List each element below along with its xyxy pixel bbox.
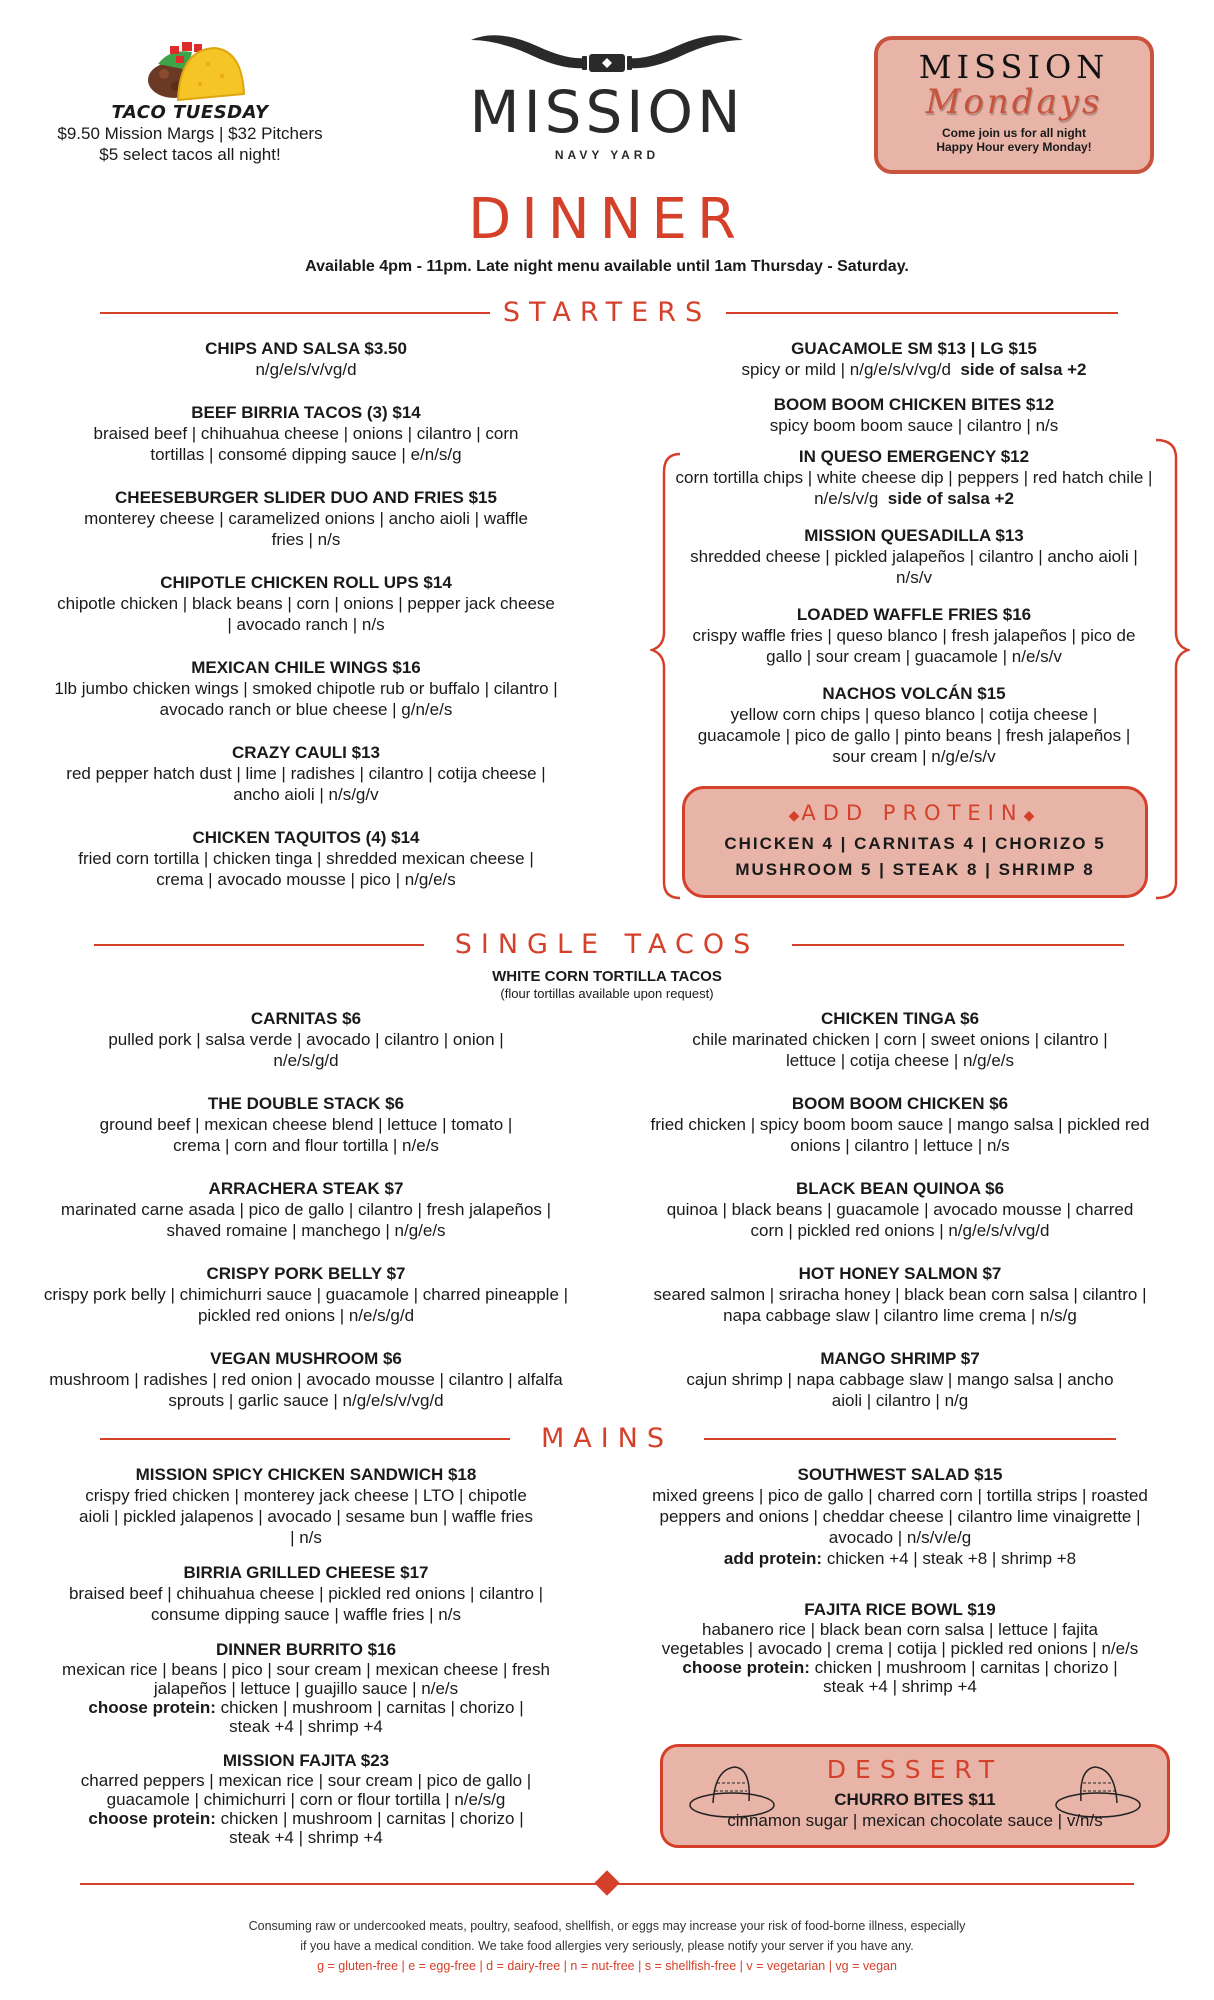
menu-item xyxy=(26,657,586,720)
menu-item xyxy=(620,1263,1180,1326)
item-name: BLACK BEAN QUINOA $6 xyxy=(795,1179,1005,1198)
sombrero-icon xyxy=(1053,1761,1143,1821)
tacos-right-column xyxy=(620,1008,1180,1433)
item-desc: n/g/e/s/v/vg/d xyxy=(255,360,357,379)
item-name: CHIPOTLE CHICKEN ROLL UPS $14 xyxy=(160,573,452,592)
menu-item xyxy=(26,402,586,465)
item-name: FAJITA RICE BOWL $19 xyxy=(804,1600,996,1619)
taco-tuesday-promo xyxy=(40,30,340,165)
menu-item xyxy=(26,1263,586,1326)
item-name: MEXICAN CHILE WINGS $16 xyxy=(191,658,421,677)
menu-item xyxy=(634,604,1194,667)
menu-item xyxy=(620,1008,1180,1071)
item-desc: monterey cheese | caramelized onions | ancho aioli | waffle fries | n/s xyxy=(84,509,528,549)
dessert-box xyxy=(660,1744,1170,1848)
add-protein-line-2: MUSHROOM 5 | STEAK 8 | SHRIMP 8 xyxy=(735,860,1095,879)
dessert-title: DESSERT xyxy=(826,1755,1004,1784)
taco-icon xyxy=(130,30,250,108)
item-name: IN QUESO EMERGENCY $12 xyxy=(798,447,1030,466)
logo-name: MISSION xyxy=(469,78,745,146)
item-name: THE DOUBLE STACK $6 xyxy=(207,1094,405,1113)
item-name: CHIPS AND SALSA $3.50 xyxy=(205,339,407,358)
tacos-subtitle: WHITE CORN TORTILLA TACOS xyxy=(492,968,722,985)
taco-tuesday-drinks: $9.50 Mission Margs | $32 Pitchers xyxy=(57,124,323,143)
mains-left-column xyxy=(26,1464,586,1869)
menu-item xyxy=(634,446,1194,509)
item-desc: habanero rice | black bean corn salsa | lettuce | fajita vegetables | avocado | crema | cotija | pickled red onions | n/e/s xyxy=(661,1620,1139,1658)
menu-item xyxy=(620,1599,1180,1696)
item-desc: crispy fried chicken | monterey jack cheese | LTO | chipotle aioli | pickled jalapenos | avocado | sesame bun | waffle fries | n/s xyxy=(79,1486,533,1547)
item-desc: corn tortilla chips | white cheese dip | peppers | red hatch chile | n/e/s/v/g side of salsa +2 xyxy=(675,468,1153,508)
item-name: BIRRIA GRILLED CHEESE $17 xyxy=(183,1563,429,1582)
item-desc: ground beef | mexican cheese blend | lettuce | tomato | crema | corn and flour tortilla | n/e/s xyxy=(99,1115,513,1155)
item-protein: choose protein: chicken | mushroom | carnitas | chorizo | steak +4 | shrimp +4 xyxy=(88,1698,524,1736)
starters-right-column xyxy=(634,338,1194,789)
item-name: CHICKEN TAQUITOS (4) $14 xyxy=(192,828,420,847)
add-protein-line-1: CHICKEN 4 | CARNITAS 4 | CHORIZO 5 xyxy=(724,834,1106,853)
menu-item xyxy=(26,1464,586,1548)
menu-item xyxy=(26,1562,586,1625)
item-desc: fried corn tortilla | chicken tinga | shredded mexican cheese | crema | avocado mousse | pico | n/g/e/s xyxy=(78,849,534,889)
menu-item xyxy=(26,1750,586,1847)
availability-note: Available 4pm - 11pm. Late night menu available until 1am Thursday - Saturday. xyxy=(305,258,909,275)
item-desc: braised beef | chihuahua cheese | pickled red onions | cilantro | consume dipping sauce | waffle fries | n/s xyxy=(68,1584,544,1624)
item-name: CRAZY CAULI $13 xyxy=(232,743,380,762)
item-desc: cajun shrimp | napa cabbage slaw | mango salsa | ancho aioli | cilantro | n/g xyxy=(686,1370,1114,1410)
menu-item xyxy=(634,338,1194,380)
item-desc: chile marinated chicken | corn | sweet onions | cilantro | lettuce | cotija cheese | n/g/e/s xyxy=(692,1030,1108,1070)
tacos-note: (flour tortillas available upon request) xyxy=(500,986,714,1001)
item-desc: mixed greens | pico de gallo | charred corn | tortilla strips | roasted peppers and onions | cheddar cheese | cilantro lime vinaigrette | avocado | n/s/v/e/g xyxy=(652,1486,1148,1547)
disclaimer-line-2: if you have a medical condition. We take food allergies very seriously, please notify your server if you have any. xyxy=(300,1939,914,1953)
item-name: MISSION SPICY CHICKEN SANDWICH $18 xyxy=(135,1465,477,1484)
item-desc: quinoa | black beans | guacamole | avocado mousse | charred corn | pickled red onions | n/g/e/s/v/vg/d xyxy=(666,1200,1134,1240)
item-name: BOOM BOOM CHICKEN $6 xyxy=(791,1094,1009,1113)
sombrero-icon xyxy=(687,1761,777,1821)
disclaimer-line-1: Consuming raw or undercooked meats, poultry, seafood, shellfish, or eggs may increase your risk of food-borne illness, especially xyxy=(248,1919,966,1933)
item-desc: cinnamon sugar | mexican chocolate sauce | v/n/s xyxy=(727,1811,1103,1830)
menu-item xyxy=(620,1348,1180,1411)
item-name: CHURRO BITES $11 xyxy=(834,1790,996,1809)
item-name: CRISPY PORK BELLY $7 xyxy=(206,1264,406,1283)
diamond-icon xyxy=(594,1870,619,1895)
item-name: CARNITAS $6 xyxy=(250,1009,362,1028)
diamond-icon: ◆ xyxy=(788,808,802,824)
item-desc: shredded cheese | pickled jalapeños | cilantro | ancho aioli | n/s/v xyxy=(690,547,1138,587)
starters-left-column xyxy=(26,338,586,912)
item-desc: yellow corn chips | queso blanco | cotija cheese | guacamole | pico de gallo | pinto beans | fresh jalapeños | sour cream | n/g/e/s/v xyxy=(697,705,1131,766)
item-protein: choose protein: chicken | mushroom | carnitas | chorizo | steak +4 | shrimp +4 xyxy=(88,1809,524,1847)
section-title: SINGLE TACOS xyxy=(454,929,760,960)
item-name: CHICKEN TINGA $6 xyxy=(820,1009,980,1028)
menu-item xyxy=(634,394,1194,436)
item-name: LOADED WAFFLE FRIES $16 xyxy=(796,605,1032,624)
item-protein: add protein: chicken +4 | steak +8 | shrimp +8 xyxy=(723,1549,1077,1568)
item-desc: chipotle chicken | black beans | corn | onions | pepper jack cheese | avocado ranch | n/s xyxy=(57,594,555,634)
menu-item xyxy=(634,525,1194,588)
footer xyxy=(0,1916,1214,1976)
section-title: MAINS xyxy=(540,1423,674,1454)
item-desc: 1lb jumbo chicken wings | smoked chipotle rub or buffalo | cilantro | avocado ranch or blue cheese | g/n/e/s xyxy=(54,679,558,719)
item-name: BEEF BIRRIA TACOS (3) $14 xyxy=(191,403,421,422)
item-desc: seared salmon | sriracha honey | black bean corn salsa | cilantro | napa cabbage slaw | cilantro lime crema | n/s/g xyxy=(653,1285,1147,1325)
mondays-line-2: Happy Hour every Monday! xyxy=(936,140,1092,154)
item-name: GUACAMOLE SM $13 | LG $15 xyxy=(791,339,1037,358)
item-desc: mexican rice | beans | pico | sour cream | mexican cheese | fresh jalapeños | lettuce | guajillo sauce | n/e/s xyxy=(62,1660,550,1698)
taco-tuesday-title: TACO TUESDAY xyxy=(111,102,269,123)
item-desc: red pepper hatch dust | lime | radishes | cilantro | cotija cheese | ancho aioli | n/s/g/v xyxy=(66,764,546,804)
tacos-left-column xyxy=(26,1008,586,1433)
menu-item xyxy=(26,338,586,380)
item-protein: choose protein: chicken | mushroom | carnitas | chorizo | steak +4 | shrimp +4 xyxy=(682,1658,1118,1696)
item-desc: charred peppers | mexican rice | sour cream | pico de gallo | guacamole | chimichurri | corn or flour tortilla | n/e/s/g xyxy=(80,1771,532,1809)
menu-item xyxy=(26,1093,586,1156)
item-desc: pulled pork | salsa verde | avocado | cilantro | onion | n/e/s/g/d xyxy=(108,1030,504,1070)
mission-logo xyxy=(440,30,774,162)
item-desc: crispy pork belly | chimichurri sauce | guacamole | charred pineapple | pickled red onions | n/e/s/g/d xyxy=(43,1285,569,1325)
menu-item xyxy=(26,827,586,890)
menu-item xyxy=(26,487,586,550)
longhorn-icon xyxy=(467,30,747,78)
item-name: CHEESEBURGER SLIDER DUO AND FRIES $15 xyxy=(115,488,497,507)
menu-item xyxy=(26,1008,586,1071)
menu-item xyxy=(26,1348,586,1411)
tacos-subheading xyxy=(0,968,1214,1002)
diamond-icon: ◆ xyxy=(1023,808,1042,824)
dietary-legend: g = gluten-free | e = egg-free | d = dairy-free | n = nut-free | s = shellfish-free | v = vegetarian | vg = vegan xyxy=(317,1959,897,1973)
mondays-line-1: Come join us for all night xyxy=(942,126,1086,140)
item-name: SOUTHWEST SALAD $15 xyxy=(797,1465,1003,1484)
menu-title: DINNER xyxy=(468,187,746,252)
item-name: VEGAN MUSHROOM $6 xyxy=(210,1349,402,1368)
item-desc: braised beef | chihuahua cheese | onions | cilantro | corn tortillas | consomé dipping sauce | e/n/s/g xyxy=(93,424,519,464)
item-name: MANGO SHRIMP $7 xyxy=(820,1349,980,1368)
item-name: MISSION QUESADILLA $13 xyxy=(804,526,1024,545)
item-name: DINNER BURRITO $16 xyxy=(215,1640,397,1659)
section-title: STARTERS xyxy=(502,297,712,328)
menu-item xyxy=(26,1178,586,1241)
item-name: ARRACHERA STEAK $7 xyxy=(208,1179,404,1198)
menu-item xyxy=(634,683,1194,767)
add-protein-title: ◆ADD PROTEIN◆ xyxy=(788,801,1042,825)
section-heading-tacos xyxy=(0,930,1214,960)
item-desc: spicy or mild | n/g/e/s/v/vg/d side of salsa +2 xyxy=(741,360,1087,379)
menu-item xyxy=(26,742,586,805)
item-name: HOT HONEY SALMON $7 xyxy=(798,1264,1002,1283)
mission-mondays-promo xyxy=(874,36,1154,174)
mains-right-column xyxy=(620,1464,1180,1718)
mondays-script: Mondays xyxy=(925,82,1103,122)
add-protein-box xyxy=(682,786,1148,898)
item-name: NACHOS VOLCÁN $15 xyxy=(822,684,1006,703)
logo-subtitle: NAVY YARD xyxy=(554,148,660,162)
item-desc: fried chicken | spicy boom boom sauce | mango salsa | pickled red onions | cilantro | lettuce | n/s xyxy=(650,1115,1150,1155)
item-desc: mushroom | radishes | red onion | avocado mousse | cilantro | alfalfa sprouts | garlic sauce | n/g/e/s/v/vg/d xyxy=(49,1370,563,1410)
mondays-title: MISSION xyxy=(918,48,1110,86)
menu-item xyxy=(620,1178,1180,1241)
menu-item xyxy=(620,1464,1180,1569)
item-desc: marinated carne asada | pico de gallo | cilantro | fresh jalapeños | shaved romaine | manchego | n/g/e/s xyxy=(60,1200,552,1240)
item-name: MISSION FAJITA $23 xyxy=(222,1751,390,1770)
menu-item xyxy=(26,1639,586,1736)
section-heading-mains xyxy=(0,1424,1214,1454)
menu-item xyxy=(620,1093,1180,1156)
taco-tuesday-tacos: $5 select tacos all night! xyxy=(99,145,281,164)
section-heading-starters xyxy=(0,298,1214,328)
item-desc: spicy boom boom sauce | cilantro | n/s xyxy=(769,416,1059,435)
item-desc: crispy waffle fries | queso blanco | fresh jalapeños | pico de gallo | sour cream | guacamole | n/e/s/v xyxy=(692,626,1136,666)
item-name: BOOM BOOM CHICKEN BITES $12 xyxy=(773,395,1055,414)
menu-item xyxy=(26,572,586,635)
